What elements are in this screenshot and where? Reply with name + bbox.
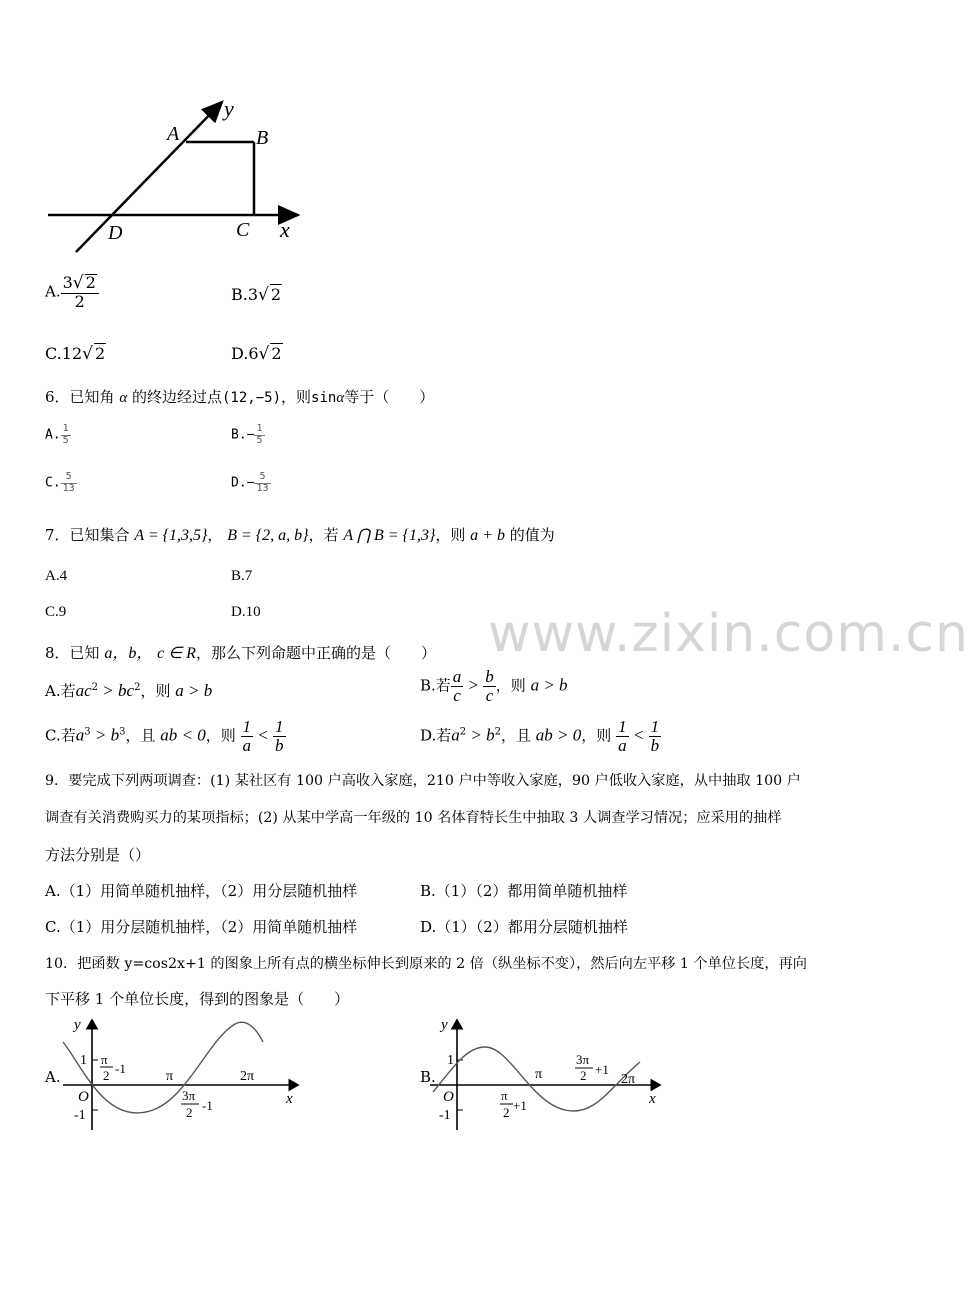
- label-b: B: [256, 127, 269, 149]
- graph-a-tick1-den: 2: [103, 1068, 110, 1083]
- q5-option-b[interactable]: B.3√ 2: [231, 285, 282, 305]
- graph-b-origin: O: [443, 1089, 454, 1105]
- graph-b-tick1-den: 2: [503, 1105, 510, 1120]
- graph-b-tick2-shift: +1: [595, 1062, 609, 1077]
- label-a: A: [167, 123, 180, 145]
- graph-a-pi: π: [166, 1069, 174, 1084]
- q6-option-b[interactable]: B.− $\frac{1}{5}$: [231, 423, 263, 446]
- q9-option-d[interactable]: D.（1）（2）都用分层随机抽样: [420, 918, 628, 936]
- graph-b-pi: π: [535, 1067, 543, 1082]
- q10-option-a[interactable]: A.: [45, 1068, 61, 1086]
- graph-a-2pi: 2π: [240, 1069, 255, 1084]
- q8-option-d[interactable]: D.若$a^2 > b^2$，且 ab > 0，则 $\frac{1}{a}$ < $\frac{1}{b}$: [420, 717, 660, 755]
- question-9-line-1: 9．要完成下列两项调查：(1) 某社区有 100 户高收入家庭，210 户中等收入家庭，90 户低收入家庭，从中抽取 100 户: [45, 773, 801, 789]
- q5-option-c[interactable]: C.12√ 2: [45, 344, 106, 364]
- graph-b-one: 1: [447, 1053, 454, 1068]
- q6-option-d[interactable]: D.− $\frac{5}{13}$: [231, 471, 269, 494]
- graph-b-tick2-num: 3π: [576, 1052, 590, 1067]
- graph-a-curve: [63, 1022, 263, 1113]
- q7-option-a[interactable]: A.4: [45, 568, 68, 584]
- graph-b-tick2-den: 2: [580, 1068, 587, 1083]
- graph-a-origin: O: [78, 1089, 89, 1105]
- q10-graph-a[interactable]: [58, 1012, 308, 1134]
- q6-option-c[interactable]: C. $\frac{5}{13}$: [45, 471, 75, 494]
- graph-b-x-label: x: [649, 1091, 656, 1107]
- label-c: C: [236, 219, 250, 241]
- question-9-line-2: 调查有关消费购买力的某项指标；(2) 从某中学高一年级的 10 名体育特长生中抽取 3 人调查学习情况；应采用的抽样: [45, 810, 782, 826]
- graph-a-tick2-den: 2: [186, 1105, 193, 1120]
- question-10-line-2: 下平移 1 个单位长度，得到的图象是（ ）: [45, 990, 350, 1008]
- graph-b-y-label: y: [441, 1017, 448, 1033]
- graph-a-x-label: x: [286, 1091, 293, 1107]
- q8-option-c[interactable]: C.若$a^3 > b^3$，且 ab < 0，则 $\frac{1}{a}$ < $\frac{1}{b}$: [45, 717, 284, 755]
- q7-option-d[interactable]: D.10: [231, 604, 261, 620]
- q9-option-c[interactable]: C.（1）用分层随机抽样，（2）用简单随机抽样: [45, 918, 358, 936]
- q8-option-a[interactable]: A.若$ac^2 > bc^2$，则 a > b: [45, 681, 213, 700]
- slanted-axis: [76, 102, 222, 252]
- q5-option-a[interactable]: A. $\frac{3√ 2}{2}$: [45, 274, 99, 311]
- question-9-line-3: 方法分别是（）: [45, 846, 151, 864]
- graph-b-tick1-shift: +1: [513, 1098, 527, 1113]
- q9-option-a[interactable]: A.（1）用简单随机抽样，（2）用分层随机抽样: [45, 882, 358, 900]
- graph-a-tick2-num: 3π: [182, 1088, 196, 1103]
- graph-a-tick1-shift: -1: [115, 1061, 126, 1076]
- graph-b-2pi: 2π: [621, 1072, 636, 1087]
- q5-option-d[interactable]: D.6√ 2: [231, 344, 282, 364]
- q10-graph-b[interactable]: [425, 1012, 675, 1134]
- graph-a-one: 1: [80, 1053, 87, 1068]
- question-7: 7．已知集合 A = {1,3,5}， B = {2, a, b}，若 A ⋂ B = {1,3}，则 a + b 的值为: [45, 526, 555, 544]
- graph-b-neg-one: -1: [439, 1108, 451, 1123]
- question-10-line-1: 10．把函数 y=cos2x+1 的图象上所有点的横坐标伸长到原来的 2 倍（纵坐标不变），然后向左平移 1 个单位长度，再向: [45, 956, 807, 972]
- question-6: 6．已知角 α 的终边经过点(12,−5)，则sinα等于（ ）: [45, 388, 435, 406]
- label-y: y: [224, 96, 234, 121]
- q6-option-a[interactable]: A. $\frac{1}{5}$: [45, 423, 69, 446]
- q8-option-b[interactable]: B.若 $\frac{a}{c}$ > $\frac{b}{c}$ ，则 a > b: [420, 667, 568, 705]
- q7-option-c[interactable]: C.9: [45, 604, 67, 620]
- q9-option-b[interactable]: B.（1）（2）都用简单随机抽样: [420, 882, 628, 900]
- graph-a-tick1-num: π: [101, 1052, 108, 1067]
- q7-option-b[interactable]: B.7: [231, 568, 253, 584]
- q10-option-b[interactable]: B.: [420, 1068, 436, 1086]
- label-x: x: [280, 217, 290, 242]
- question-8: 8．已知 a，b， c ∈ R，那么下列命题中正确的是（ ）: [45, 644, 436, 662]
- watermark: www.zixin.com.cn: [488, 604, 969, 664]
- graph-b-tick1-num: π: [501, 1088, 508, 1103]
- graph-a-y-label: y: [74, 1017, 81, 1033]
- label-d: D: [108, 222, 123, 244]
- coordinate-figure: [40, 90, 320, 260]
- graph-a-neg-one: -1: [74, 1108, 86, 1123]
- graph-a-tick2-shift: -1: [202, 1098, 213, 1113]
